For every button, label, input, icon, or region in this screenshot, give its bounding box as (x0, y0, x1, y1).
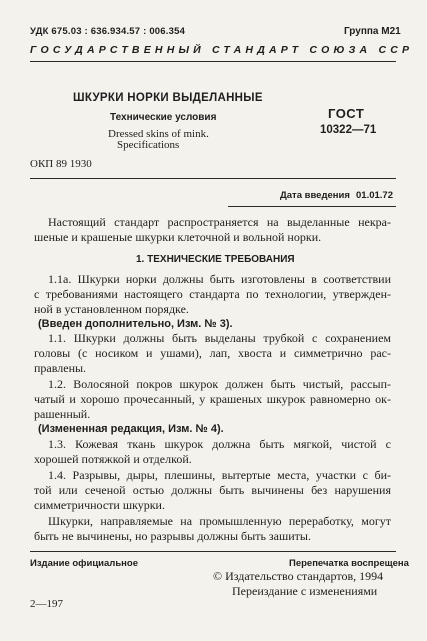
gost-number: 10322—71 (320, 124, 377, 136)
text-line: с требованиями настоящего стандарта по технологии, утвержден- (34, 287, 391, 301)
text-line: хорошей потяжкой и отделкой. (34, 452, 192, 466)
gost-label: ГОСТ (328, 106, 365, 121)
document-title: ШКУРКИ НОРКИ ВЫДЕЛАННЫЕ (73, 92, 263, 104)
title-divider (30, 178, 396, 179)
amendment-note: (Введен дополнительно, Изм. № 3). (38, 318, 233, 330)
section-heading: 1. ТЕХНИЧЕСКИЕ ТРЕБОВАНИЯ (136, 254, 295, 265)
text-line: 1.1. Шкурки должны быть выделаны трубкой с сохранением (48, 331, 391, 345)
page-code: 2—197 (30, 598, 63, 610)
text-line: чатый и хорошо прочесанный, у крашеных шкурок равномерно ок- (34, 392, 391, 406)
text-line: рашенный. (34, 407, 91, 421)
clause-1-1a (34, 272, 391, 317)
official-edition-label: Издание официальное (30, 558, 138, 569)
text-line: правлены. (34, 361, 87, 375)
text-line: той или сеченой остью должны быть вычинены без нарушения (34, 483, 391, 497)
reissue-line: Переиздание с изменениями (232, 584, 378, 598)
clause-1-4-continuation (34, 514, 391, 544)
intro-date-underline (228, 206, 396, 207)
scope-paragraph (34, 215, 391, 245)
english-title: Dressed skins of mink. (108, 128, 209, 140)
amendment-note: (Измененная редакция, Изм. № 4). (38, 423, 224, 435)
clause-1-4 (34, 468, 391, 513)
header-divider (30, 61, 396, 62)
text-line: Шкурки, направляемые на промышленную переработку, могут (48, 514, 391, 528)
text-line: 1.2. Волосяной покров шкурок должен быть чистый, рассып- (48, 377, 391, 391)
text-line: головы (с носиком и ушами), лап, хвоста и симметрично рас- (34, 346, 391, 360)
copyright-line: © Издательство стандартов, 1994 (213, 569, 384, 583)
english-subtitle: Specifications (117, 139, 180, 151)
udk-code: УДК 675.03 : 636.934.57 : 006.354 (30, 26, 186, 37)
document-subtitle: Технические условия (110, 112, 217, 123)
text-line: быть не вычинены, но разрывы должны быть зашиты. (34, 529, 311, 543)
intro-date-label: Дата введения (280, 190, 350, 201)
clause-1-3 (34, 437, 391, 467)
text-line: Настоящий стандарт распространяется на выделанные некра- (48, 215, 391, 229)
group-code: Группа М21 (344, 26, 401, 37)
intro-date-value: 01.01.72 (356, 190, 393, 201)
text-line: шеные и крашеные шкурки клеточной и вольной норки. (34, 230, 322, 244)
clause-1-2 (34, 377, 391, 422)
text-line: 1.4. Разрывы, дыры, плешины, вытертые места, участки с би- (48, 468, 391, 482)
text-line: симметричности шкурки. (34, 498, 165, 512)
clause-1-1 (34, 331, 391, 376)
state-standard-banner: ГОСУДАРСТВЕННЫЙ СТАНДАРТ СОЮЗА ССР (30, 44, 414, 56)
footer-divider (30, 551, 396, 552)
text-line: 1.1а. Шкурки норки должны быть изготовлены в соответствии (48, 272, 391, 286)
reprint-prohibited-label: Перепечатка воспрещена (289, 558, 409, 569)
text-line: ной в установленном порядке. (34, 302, 189, 316)
text-line: 1.3. Кожевая ткань шкурок должна быть мягкой, чистой с (48, 437, 391, 451)
okp-code: ОКП 89 1930 (30, 158, 92, 170)
